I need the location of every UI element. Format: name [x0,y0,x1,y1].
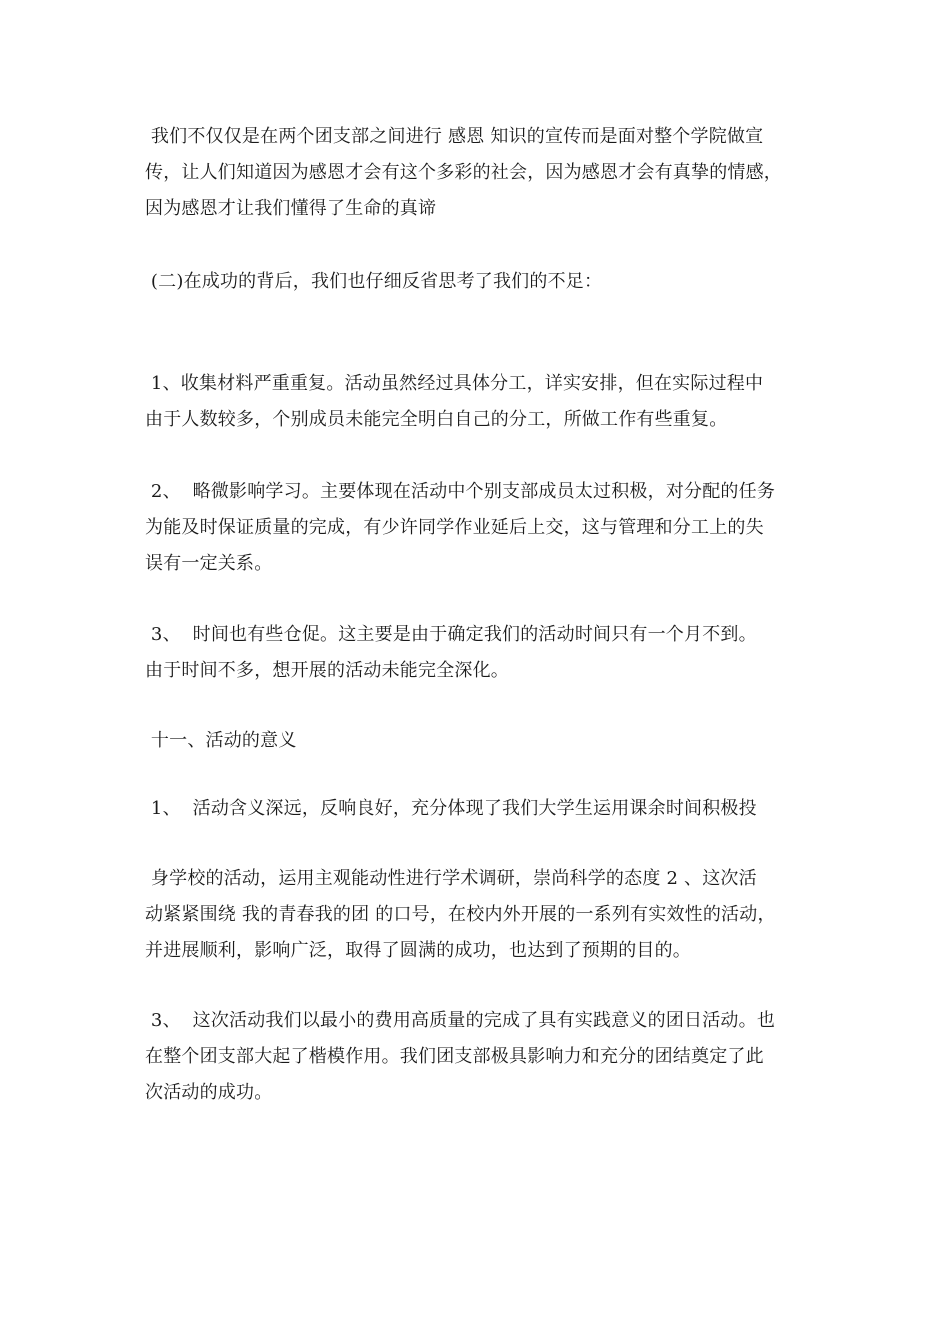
text-line: 传，让人们知道因为感恩才会有这个多彩的社会，因为感恩才会有真挚的情感， [145,162,782,183]
text-line: 并进展顺利，影响广泛，取得了圆满的成功，也达到了预期的目的。 [145,940,691,961]
text-line: 身学校的活动，运用主观能动性进行学术调研，崇尚科学的态度 2 、这次活 [145,868,757,889]
text-line: (二)在成功的背后，我们也仔细反省思考了我们的不足： [145,271,603,292]
text-line: 在整个团支部大起了楷模作用。我们团支部极具影响力和充分的团结奠定了此 [145,1046,764,1067]
text-line: 3、 这次活动我们以最小的费用高质量的完成了具有实践意义的团日活动。也 [145,1010,776,1031]
section-heading: 十一、活动的意义 [145,730,297,751]
text-line: 由于人数较多，个别成员未能完全明白自己的分工，所做工作有些重复。 [145,409,728,430]
text-line: 我们不仅仅是在两个团支部之间进行 感恩 知识的宣传而是面对整个学院做宣 [145,126,764,147]
text-line: 动紧紧围绕 我的青春我的团 的口号，在校内外开展的一系列有实效性的活动， [145,904,776,925]
text-line: 由于时间不多，想开展的活动未能完全深化。 [145,660,509,681]
text-line: 1、收集材料严重重复。活动虽然经过具体分工，详实安排，但在实际过程中 [145,373,764,394]
text-line: 2、 略微影响学习。主要体现在活动中个别支部成员太过积极，对分配的任务 [145,481,776,502]
text-line: 3、 时间也有些仓促。这主要是由于确定我们的活动时间只有一个月不到。 [145,624,757,645]
text-line: 误有一定关系。 [145,553,273,574]
text-line: 因为感恩才让我们懂得了生命的真谛 [145,198,437,219]
text-line: 1、 活动含义深远，反响良好，充分体现了我们大学生运用课余时间积极投 [145,798,757,819]
text-line: 为能及时保证质量的完成，有少许同学作业延后上交，这与管理和分工上的失 [145,517,764,538]
text-line: 次活动的成功。 [145,1082,273,1103]
